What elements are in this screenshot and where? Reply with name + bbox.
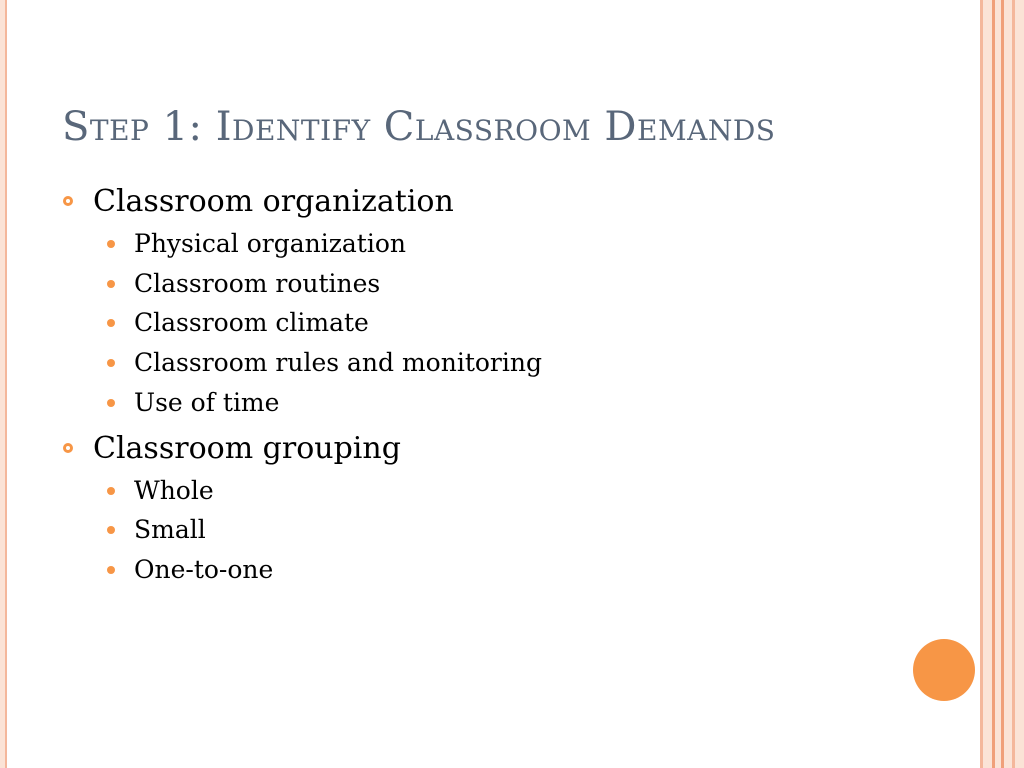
bullet-text: Classroom climate	[134, 308, 369, 338]
bullet-text: Small	[134, 515, 206, 545]
bullet-level2	[62, 303, 922, 343]
left-border-decoration	[0, 0, 7, 768]
orange-circle-decoration	[913, 639, 975, 701]
bullet-level2	[62, 550, 922, 590]
slide-title: Step 1: Identify Classroom Demands	[62, 104, 776, 150]
bullet-level1	[62, 427, 922, 471]
stripe	[1004, 0, 1012, 768]
right-stripes-decoration	[980, 0, 1024, 768]
bullet-text: One-to-one	[134, 554, 274, 584]
bullet-text: Physical organization	[134, 229, 406, 258]
bullet-level2	[62, 510, 922, 550]
dot-bullet-icon	[107, 526, 115, 534]
dot-bullet-icon	[107, 319, 115, 327]
stripe	[1015, 0, 1024, 768]
bullet-level2	[62, 224, 922, 264]
bullet-text: Whole	[134, 475, 214, 505]
bullet-list	[62, 180, 922, 590]
dot-bullet-icon	[107, 566, 115, 574]
dot-bullet-icon	[107, 487, 115, 495]
bullet-text: Classroom organization	[93, 184, 454, 219]
stripe	[983, 0, 992, 768]
bullet-text: Classroom routines	[134, 268, 381, 298]
ring-bullet-icon	[63, 443, 73, 453]
dot-bullet-icon	[107, 240, 115, 248]
bullet-level1	[62, 180, 922, 224]
bullet-text: Classroom rules and monitoring	[134, 348, 542, 378]
bullet-level2	[62, 383, 922, 423]
bullet-level2	[62, 264, 922, 304]
bullet-text: Classroom grouping	[93, 430, 401, 466]
ring-bullet-icon	[63, 196, 73, 206]
bullet-level2	[62, 471, 922, 511]
dot-bullet-icon	[107, 399, 115, 407]
dot-bullet-icon	[107, 280, 115, 288]
bullet-level2	[62, 343, 922, 383]
bullet-text: Use of time	[134, 387, 280, 417]
dot-bullet-icon	[107, 359, 115, 367]
